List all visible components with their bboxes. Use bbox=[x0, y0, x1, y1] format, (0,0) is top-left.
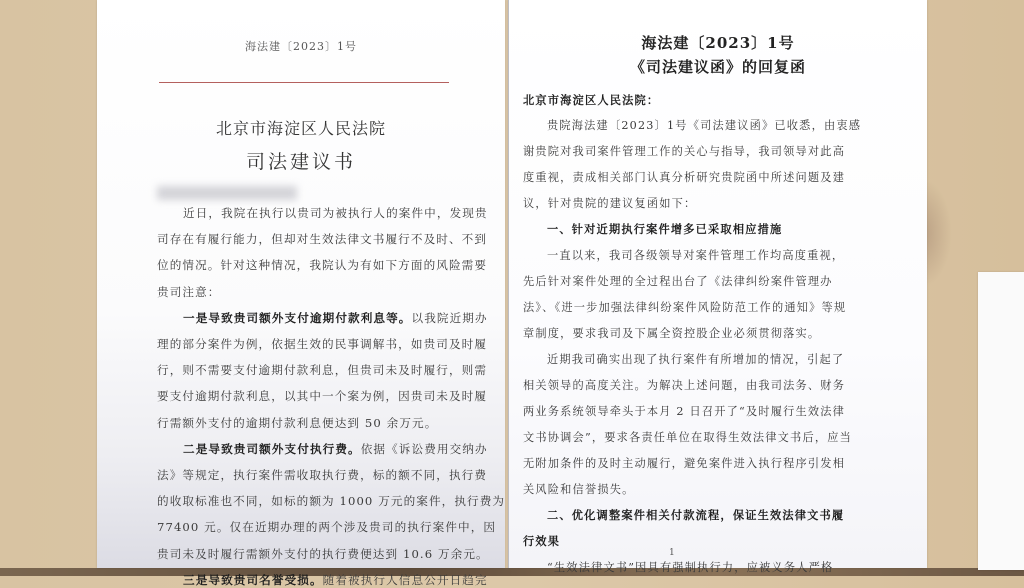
reply-title-line1: 海法建〔2023〕1号 bbox=[641, 34, 795, 52]
body-line bbox=[157, 415, 437, 431]
body-line: 文书协调会”，要求各责任单位在取得生效法律文书后，应当 bbox=[523, 431, 852, 444]
line-text: 贵司未及时履行需额外支付的执行费便达到 10.6 万余元。 bbox=[157, 546, 489, 561]
line-text: 司存在有履行能力，但却对生效法律文书履行不及时、不到 bbox=[157, 232, 488, 247]
line-text: 行需额外支付的逾期付款利息便达到 50 余万元。 bbox=[157, 415, 438, 430]
court-name: 北京市海淀区人民法院 bbox=[215, 119, 386, 138]
section-heading-line: 一、针对近期执行案件增多已采取相应措施 bbox=[547, 222, 783, 236]
body-line: 无附加条件的及时主动履行，避免案件进入执行程序引发相 bbox=[523, 457, 846, 470]
bold-lead-phrase: 一是导致贵司额外支付逾期付款利息等。 bbox=[183, 310, 412, 325]
body-line bbox=[183, 441, 488, 457]
body-line: 关风险和信誉损失。 bbox=[523, 483, 635, 496]
body-line: 度重视，责成相关部门认真分析研究贵院函中所述问题及建 bbox=[523, 171, 846, 184]
line-text: 位的情况。针对这种情况，我院认为有如下方面的风险需要 bbox=[157, 258, 488, 273]
body-line bbox=[157, 336, 487, 352]
line-text: 依据《诉讼费用交纳办 bbox=[360, 441, 488, 456]
body-line: 议，针对贵院的建议复函如下： bbox=[523, 197, 697, 210]
body-line: 一直以来，我司各级领导对案件管理工作均高度重视， bbox=[547, 249, 845, 262]
line-text: 近日，我院在执行以贵司为被执行人的案件中，发现贵 bbox=[183, 206, 488, 220]
doc-number: 海法建〔2023〕1号 bbox=[245, 40, 357, 53]
side-paper-sheet bbox=[978, 272, 1024, 570]
bold-lead-phrase: 三是导致贵司名誉受损。 bbox=[183, 572, 323, 587]
line-text: 随着被执行人信息公开日趋完 bbox=[322, 572, 488, 587]
line-text: 要支付逾期付款利息，以其中一个案为例，因贵司未及时履 bbox=[157, 389, 488, 404]
line-text: 以我院近期办 bbox=[411, 310, 488, 325]
body-line: 贵院海法建〔2023〕1号《司法建议函》已收悉，由衷感 bbox=[547, 119, 862, 132]
body-line: 相关领导的高度关注。为解决上述问题，由我司法务、财务 bbox=[523, 379, 846, 392]
document-title: 司法建议书 bbox=[245, 151, 356, 173]
right-document-page bbox=[508, 0, 927, 574]
body-line: 近期我司确实出现了执行案件有所增加的情况，引起了 bbox=[547, 353, 845, 366]
blurred-addressee bbox=[157, 186, 297, 200]
body-line bbox=[157, 362, 487, 378]
body-line bbox=[157, 493, 505, 509]
line-text: 77400 元。仅在近期办理的两个涉及贵司的执行案件中，因 bbox=[157, 520, 497, 535]
section-heading-line: 行效果 bbox=[523, 534, 561, 548]
body-line: 谢贵院对我司案件管理工作的关心与指导，我司领导对此高 bbox=[523, 145, 846, 158]
body-line: 两业务系统领导牵头于本月 2 日召开了“及时履行生效法律 bbox=[523, 405, 846, 418]
red-header-rule bbox=[159, 82, 449, 83]
body-line bbox=[183, 310, 488, 326]
line-text: 行，则不需要支付逾期付款利息，但贵司未及时履行，则需 bbox=[157, 363, 488, 378]
section-heading-line: 二、优化调整案件相关付款流程，保证生效法律文书履 bbox=[547, 508, 845, 522]
body-line: “生效法律文书”因具有强制执行力，应被义务人严格 bbox=[547, 561, 834, 574]
body-line: 章制度，要求我司及下属全资控股企业必须贯彻落实。 bbox=[523, 327, 821, 340]
left-document-page bbox=[97, 0, 506, 587]
body-line bbox=[157, 231, 487, 247]
body-line bbox=[157, 467, 487, 483]
body-line bbox=[183, 205, 488, 221]
body-line: 先后针对案件处理的全过程出台了《法律纠纷案件管理办 bbox=[523, 275, 833, 288]
line-text: 理的部分案件为例，依据生效的民事调解书，如贵司及时履 bbox=[157, 337, 488, 351]
body-line bbox=[157, 519, 496, 535]
reply-title-line2: 《司法建议函》的回复函 bbox=[629, 58, 806, 76]
body-line bbox=[157, 284, 220, 300]
desk-edge bbox=[0, 568, 1024, 576]
body-line bbox=[157, 257, 487, 273]
line-text: 法》等规定，执行案件需收取执行费，标的额不同，执行费 bbox=[157, 468, 488, 482]
body-line: 法》、《进一步加强法律纠纷案件风险防范工作的通知》等规 bbox=[523, 301, 847, 314]
page-number: 1 bbox=[669, 548, 675, 558]
body-line bbox=[183, 572, 488, 588]
line-text: 的收取标准也不同，如标的额为 1000 万元的案件，执行费为 bbox=[157, 494, 506, 509]
body-line bbox=[157, 388, 487, 404]
line-text: 贵司注意： bbox=[157, 284, 221, 299]
salutation: 北京市海淀区人民法院： bbox=[523, 93, 660, 107]
body-line bbox=[157, 546, 489, 562]
bold-lead-phrase: 二是导致贵司额外支付执行费。 bbox=[183, 441, 361, 456]
